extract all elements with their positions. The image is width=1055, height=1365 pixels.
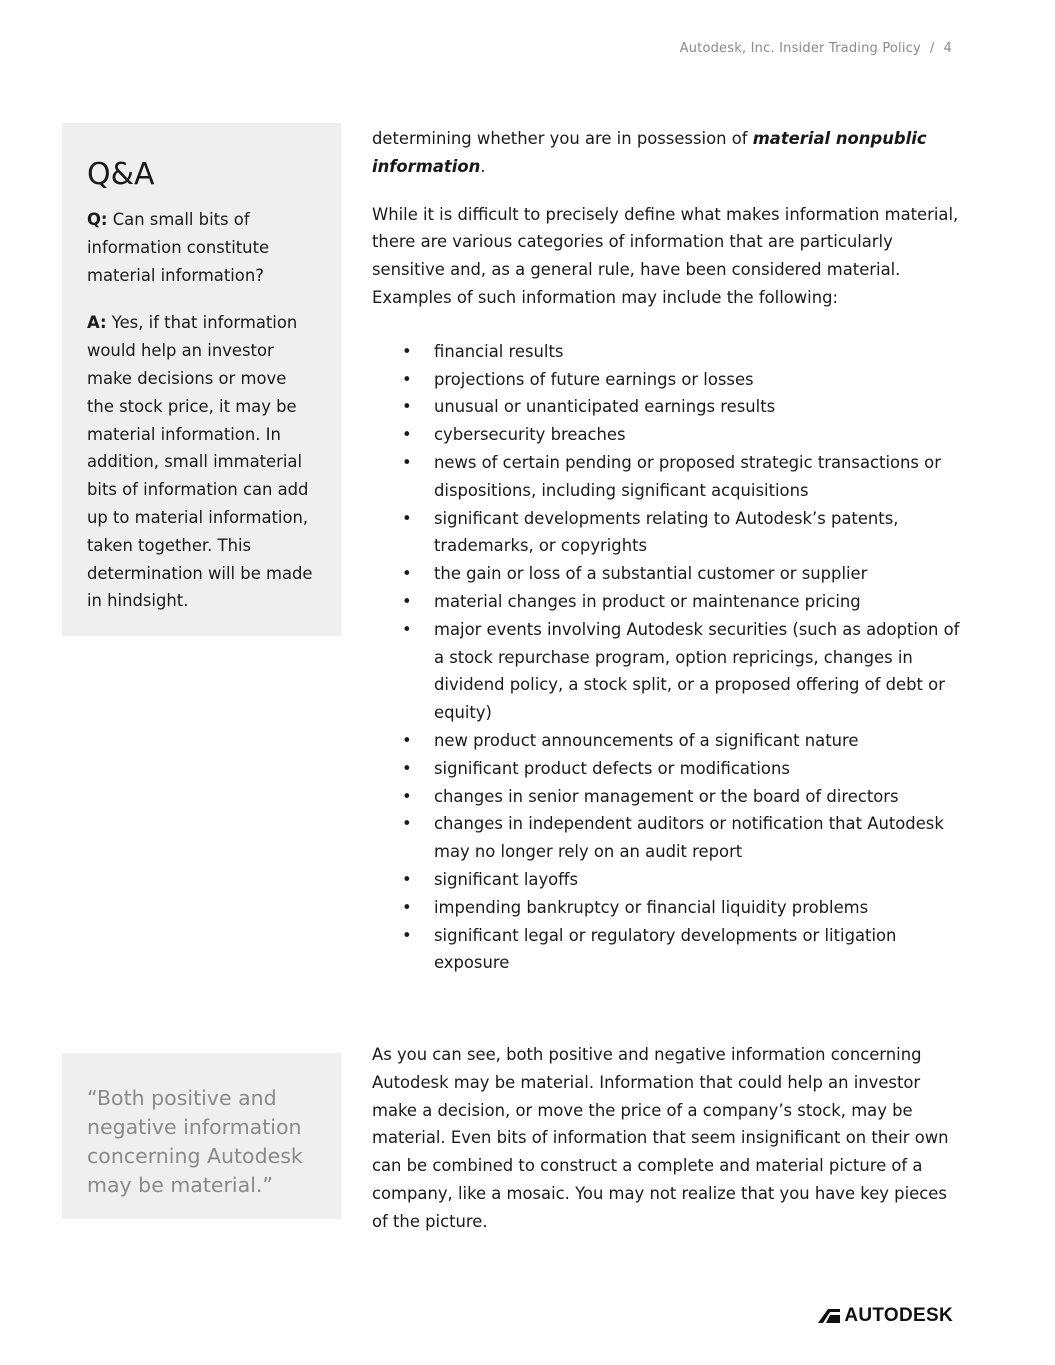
list-item: • significant layoffs xyxy=(372,866,962,894)
list-item: • financial results xyxy=(372,338,962,366)
list-item: • cybersecurity breaches xyxy=(372,421,962,449)
qa-sidebar xyxy=(62,123,341,636)
pull-quote-box xyxy=(62,1053,341,1219)
list-item: • significant developments relating to Autodesk’s patents, trademarks, or copyrights xyxy=(372,505,962,561)
list-item: • news of certain pending or proposed strategic transactions or dispositions, including significant acquisitions xyxy=(372,449,962,505)
list-item: • major events involving Autodesk securities (such as adoption of a stock repurchase program, option repricings, changes in dividend policy, a stock split, or a proposed offering of debt or equity) xyxy=(372,616,962,727)
qa-question-label: Q: xyxy=(87,210,108,229)
pull-quote: “Both positive and negative information concerning Autodesk may be material.” xyxy=(87,1086,303,1197)
list-item: • changes in senior management or the board of directors xyxy=(372,783,962,811)
main-content xyxy=(372,125,962,977)
intro-prefix: determining whether you are in possession of xyxy=(372,129,753,148)
logo-text: AUTODESK xyxy=(844,1305,953,1326)
qa-title: Q&A xyxy=(87,157,155,192)
intro-emphasis: material nonpublic information xyxy=(372,129,927,176)
list-item: • the gain or loss of a substantial customer or supplier xyxy=(372,560,962,588)
list-item: • material changes in product or maintenance pricing xyxy=(372,588,962,616)
list-item: • changes in independent auditors or notification that Autodesk may no longer rely on an audit report xyxy=(372,810,962,866)
conclusion-paragraph: As you can see, both positive and negative information concerning Autodesk may be material. Information that could help an investor make a decision, or move the price of a company’s stock, may be material. Even bits of information that seem insignificant on their own can be combined to construct a complete and material picture of a company, like a mosaic. You may not realize that you have key pieces of the picture. xyxy=(372,1045,949,1231)
list-item: • unusual or unanticipated earnings results xyxy=(372,393,962,421)
material-info-list xyxy=(372,338,962,977)
header-doc-title: Autodesk, Inc. Insider Trading Policy xyxy=(679,41,921,56)
autodesk-logo xyxy=(818,1305,953,1327)
list-item: • projections of future earnings or losses xyxy=(372,366,962,394)
qa-answer-label: A: xyxy=(87,313,107,333)
list-item: • significant legal or regulatory developments or litigation exposure xyxy=(372,922,962,978)
list-item: • new product announcements of a significant nature xyxy=(372,727,962,755)
list-item: • impending bankruptcy or financial liquidity problems xyxy=(372,894,962,922)
intro-suffix: . xyxy=(480,156,486,176)
header-separator: / xyxy=(929,41,935,56)
qa-answer-text: Yes, if that information would help an investor make decisions or move the stock price, it may be material information. In addition, small immaterial bits of information can add up to material information, taken together. This determination will be made in hindsight. xyxy=(87,313,313,611)
page-number: 4 xyxy=(943,41,952,56)
qa-answer xyxy=(87,309,316,615)
autodesk-logo-icon xyxy=(818,1309,840,1323)
categories-paragraph: While it is difficult to precisely define what makes information material, there are various categories of information that are particularly sensitive and, as a general rule, have been considered material. Examples of such information may include the following: xyxy=(372,204,959,307)
list-item: • significant product defects or modifications xyxy=(372,755,962,783)
page-header xyxy=(680,41,952,56)
qa-question xyxy=(87,206,316,289)
qa-question-text: Can small bits of information constitute material information? xyxy=(87,210,270,285)
intro-paragraph xyxy=(372,125,962,181)
